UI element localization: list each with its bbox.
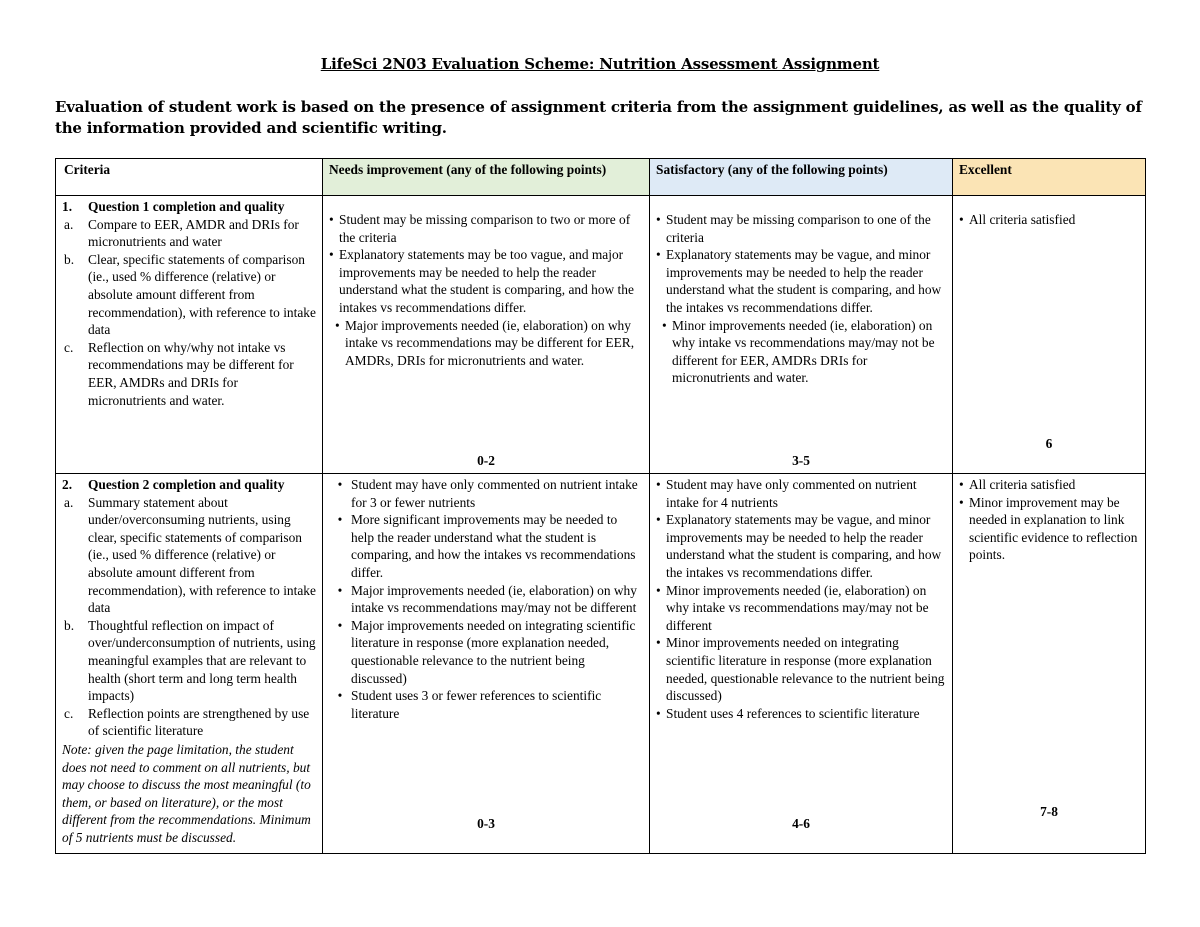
excellent-cell [953, 196, 1146, 474]
score-range: 7-8 [1040, 804, 1058, 820]
table-row [56, 196, 1146, 474]
needs-improvement-cell [323, 474, 650, 854]
list-item-text: Major improvements needed on integrating scientific literature in response (more explanation needed, questionable relevance to the nutrient being discussed) [351, 617, 636, 686]
bullet-icon: • [337, 688, 343, 704]
bullet-icon: • [337, 617, 343, 633]
sub-item-text: Clear, specific statements of comparison (ie., used % difference (relative) or absolute amount different from recommendation), with reference to intake data [88, 251, 316, 338]
criteria-title: Question 1 completion and quality [88, 199, 285, 214]
list-item [329, 687, 643, 722]
criteria-number: 2. [62, 477, 73, 492]
sub-item-text: Reflection on why/why not intake vs recommendations may be different for EER, AMDRs and DRIs for micronutrients and water. [88, 339, 294, 408]
list-item-text: More significant improvements may be needed to help the reader understand what the student is comparing, and how the intakes vs recommendations differ. [351, 512, 636, 580]
list-item-text: Explanatory statements may be too vague, and major improvements may be needed to help the reader understand what the student is comparing, and how the intakes vs recommendations differ. [339, 247, 634, 315]
list-item-text: Minor improvements needed (ie, elaboration) on why intake vs recommendations may/may not be different for EER, AMDRs DRIs for micronutrients and water. [672, 317, 935, 386]
bullet-icon: • [337, 477, 343, 492]
list-item [656, 582, 946, 635]
bullet-icon: • [656, 582, 661, 598]
satisfactory-cell [650, 196, 953, 474]
bullet-icon: • [959, 477, 964, 492]
needs-improvement-cell [323, 196, 650, 474]
list-item [329, 476, 643, 511]
criteria-title: Question 2 completion and quality [88, 477, 285, 492]
list-item-text: Minor improvements needed on integrating scientific literature in response (more explanation needed, questionable relevance to the nutrient being discussed) [666, 635, 945, 704]
list-item [329, 582, 643, 617]
rubric-table [55, 158, 1146, 854]
sub-item-text: Thoughtful reflection on impact of over/underconsumption of nutrients, using meaningful examples that are relevant to health (short term and long term health impacts) [88, 617, 316, 704]
sub-item-letter: c. [64, 705, 74, 721]
bullet-icon: • [662, 317, 667, 333]
list-item-text: Explanatory statements may be vague, and minor improvements may be needed to help the reader understand what the student is comparing, and how the intakes vs recommendations differ. [666, 247, 942, 315]
bullet-list [959, 476, 1139, 564]
list-item [959, 211, 1139, 229]
list-item [329, 317, 643, 370]
list-item-text: All criteria satisfied [969, 477, 1076, 492]
criteria-sub-item [62, 494, 316, 617]
list-item [959, 476, 1139, 494]
criteria-sub-item [62, 339, 316, 409]
criteria-heading [62, 476, 316, 494]
bullet-list [959, 211, 1139, 229]
header-needs-improvement: Needs improvement (any of the following points) [323, 159, 650, 196]
bullet-icon: • [337, 512, 343, 528]
list-item-text: Minor improvement may be needed in explanation to link scientific evidence to reflection points. [969, 494, 1138, 563]
satisfactory-cell [650, 474, 953, 854]
list-item-text: Explanatory statements may be vague, and minor improvements may be needed to help the reader understand what the student is comparing, and how the intakes vs recommendations differ. [666, 512, 942, 580]
sub-item-text: Reflection points are strengthened by use of scientific literature [88, 705, 310, 739]
criteria-sub-item [62, 705, 316, 740]
bullet-icon: • [656, 635, 661, 651]
list-item-text: Student may be missing comparison to one of the criteria [666, 212, 931, 245]
header-criteria: Criteria [56, 159, 323, 196]
sub-item-text: Compare to EER, AMDR and DRIs for micronutrients and water [88, 216, 299, 250]
list-item [656, 476, 946, 511]
bullet-icon: • [959, 494, 964, 510]
list-item [656, 317, 946, 387]
bullet-list [329, 211, 643, 369]
list-item [329, 617, 643, 687]
bullet-icon: • [656, 247, 661, 263]
score-range: 3-5 [792, 453, 810, 469]
bullet-icon: • [329, 247, 334, 263]
excellent-cell [953, 474, 1146, 854]
bullet-icon: • [337, 582, 343, 598]
bullet-list [329, 476, 643, 722]
list-item-text: Student may have only commented on nutrient intake for 3 or fewer nutrients [351, 477, 638, 510]
score-range: 0-3 [477, 816, 495, 832]
document-title: LifeSci 2N03 Evaluation Scheme: Nutrition Assessment Assignment [320, 55, 880, 73]
bullet-list [656, 211, 946, 387]
list-item [656, 211, 946, 246]
list-item [656, 705, 946, 723]
bullet-list [656, 476, 946, 722]
list-item-text: Major improvements needed (ie, elaboration) on why intake vs recommendations may be different for EER, AMDRs, DRIs for micronutrients and water. [345, 317, 635, 368]
criteria-cell [56, 196, 323, 474]
criteria-sub-item [62, 251, 316, 339]
table-row [56, 474, 1146, 854]
intro-paragraph: Evaluation of student work is based on the presence of assignment criteria from the assignment guidelines, as well as the quality of the information provided and scientific writing. [55, 98, 1142, 137]
list-item-text: Student may have only commented on nutrient intake for 4 nutrients [666, 477, 917, 510]
list-item [656, 246, 946, 316]
sub-item-letter: a. [64, 216, 74, 232]
bullet-icon: • [656, 705, 661, 721]
sub-item-letter: a. [64, 494, 74, 510]
sub-item-letter: c. [64, 339, 74, 355]
list-item-text: Student uses 3 or fewer references to scientific literature [351, 688, 602, 721]
bullet-icon: • [656, 477, 661, 492]
criteria-sub-item [62, 216, 316, 251]
bullet-icon: • [335, 317, 340, 333]
header-excellent: Excellent [953, 159, 1146, 196]
criteria-sub-item [62, 617, 316, 705]
score-range: 6 [1045, 436, 1053, 452]
list-item-text: All criteria satisfied [969, 212, 1076, 227]
list-item-text: Major improvements needed (ie, elaboration) on why intake vs recommendations may/may not be different [351, 582, 637, 616]
criteria-heading [62, 198, 316, 216]
bullet-icon: • [329, 212, 334, 227]
list-item-text: Student uses 4 references to scientific literature [666, 705, 920, 721]
sub-item-text: Summary statement about under/overconsuming nutrients, using clear, specific statements of comparison (ie., used % difference (relative) or absolute amount different from recommendation), with reference to intake data [88, 494, 316, 616]
list-item [329, 511, 643, 581]
list-item-text: Student may be missing comparison to two or more of the criteria [339, 212, 631, 245]
score-range: 0-2 [477, 453, 495, 469]
sub-item-letter: b. [64, 251, 75, 267]
bullet-icon: • [656, 512, 661, 528]
list-item [329, 211, 643, 246]
header-row [56, 159, 1146, 196]
list-item-text: Minor improvements needed (ie, elaboration) on why intake vs recommendations may/may not be different [666, 582, 929, 633]
criteria-note: Note: given the page limitation, the student does not need to comment on all nutrients, but may choose to discuss the most meaningful (to them, or based on literature), or the most different from the recommendations. Minimum of 5 nutrients must be discussed. [62, 741, 311, 845]
sub-item-letter: b. [64, 617, 75, 633]
list-item [959, 494, 1139, 564]
header-satisfactory: Satisfactory (any of the following points) [650, 159, 953, 196]
score-range: 4-6 [792, 816, 810, 832]
list-item [656, 511, 946, 581]
criteria-cell [56, 474, 323, 854]
bullet-icon: • [959, 212, 964, 227]
criteria-number: 1. [62, 199, 73, 214]
bullet-icon: • [656, 212, 661, 227]
list-item [656, 634, 946, 704]
list-item [329, 246, 643, 316]
